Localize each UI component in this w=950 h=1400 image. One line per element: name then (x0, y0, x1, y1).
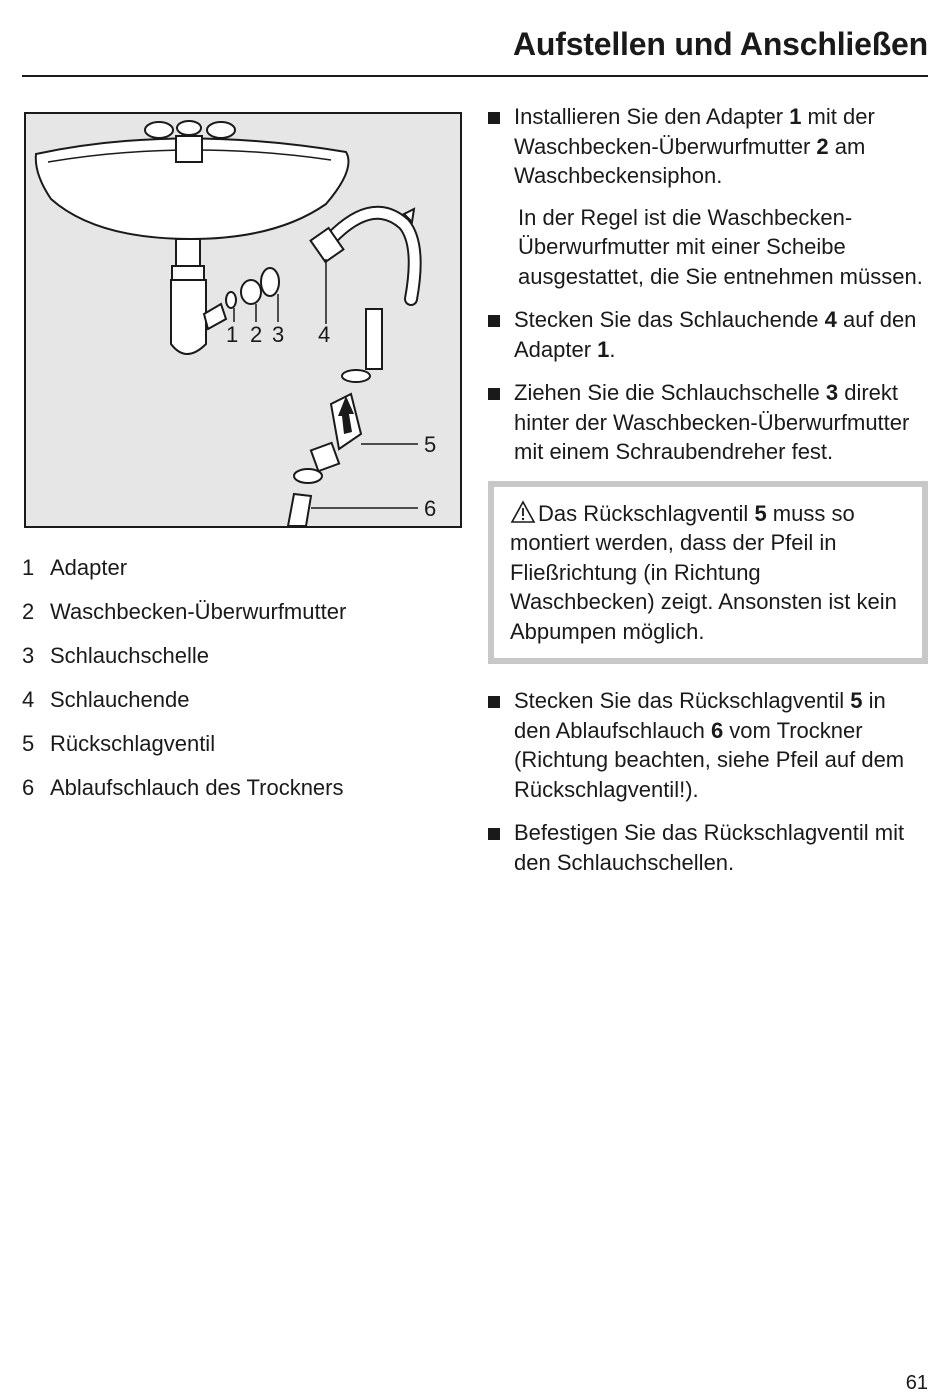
siphon-pipe (171, 239, 226, 354)
figure-legend (22, 546, 462, 810)
legend-item: 1 Adapter (22, 555, 128, 580)
callout-3: 3 (272, 322, 285, 347)
callout-6: 6 (424, 496, 437, 521)
page-title: Aufstellen und Anschließen (513, 26, 928, 62)
bullet-square-icon (488, 696, 500, 708)
page-number: 61 (905, 1372, 928, 1394)
instruction-step-3: Ziehen Sie die Schlauchschelle 3 direkt hinter der Waschbecken-Überwurfmutter mit einem Schraubendreher fest. (488, 378, 928, 467)
hose-clamp-top (342, 370, 370, 382)
hose-clamp-bottom (294, 469, 322, 483)
bullet-square-icon (488, 388, 500, 400)
warning-box: Das Rückschlagventil 5 muss so montiert werden, dass der Pfeil in Fließrichtung (in Richtung Waschbecken) zeigt. Ansonsten ist kein Abpumpen möglich. (488, 481, 928, 665)
sink-siphon-drawing (26, 114, 460, 526)
bullet-square-icon (488, 112, 500, 124)
callout-5: 5 (424, 432, 437, 457)
instruction-step-1: Installieren Sie den Adapter 1 mit der Waschbecken-Überwurfmutter 2 am Waschbeckensiphon. (488, 102, 928, 191)
callout-1: 1 (226, 322, 239, 347)
warning-triangle-icon (510, 500, 536, 524)
instruction-step-4: Stecken Sie das Rückschlagventil 5 in den Ablaufschlauch 6 vom Trockner (Richtung beachten, siehe Pfeil auf dem Rückschlagventil!). (488, 686, 928, 804)
instruction-step-5: Befestigen Sie das Rückschlagventil mit den Schlauchschellen. (488, 818, 928, 877)
instruction-note: In der Regel ist die Waschbecken-Überwurfmutter mit einer Scheibe ausgestattet, die Sie entnehmen müssen. (518, 204, 923, 289)
dryer-drain-hose (288, 494, 311, 526)
legend-item: 4 Schlauchende (22, 687, 190, 712)
check-valve (311, 394, 418, 471)
callout-4: 4 (318, 322, 331, 347)
threaded-pipe (366, 309, 382, 369)
legend-item: 3 Schlauchschelle (22, 643, 209, 668)
instruction-column (488, 102, 928, 891)
header-divider (22, 75, 928, 77)
bullet-square-icon (488, 315, 500, 327)
legend-item: 5 Rückschlagventil (22, 731, 216, 756)
legend-item: 6 Ablaufschlauch des Trockners (22, 775, 344, 800)
adapter-parts (226, 268, 279, 322)
legend-item: 2 Waschbecken-Überwurfmutter (22, 599, 347, 624)
instruction-step-2: Stecken Sie das Schlauchende 4 auf den Adapter 1. (488, 305, 928, 364)
callout-2: 2 (250, 322, 263, 347)
hose-end (311, 209, 415, 324)
bullet-square-icon (488, 828, 500, 840)
installation-illustration (24, 112, 462, 528)
